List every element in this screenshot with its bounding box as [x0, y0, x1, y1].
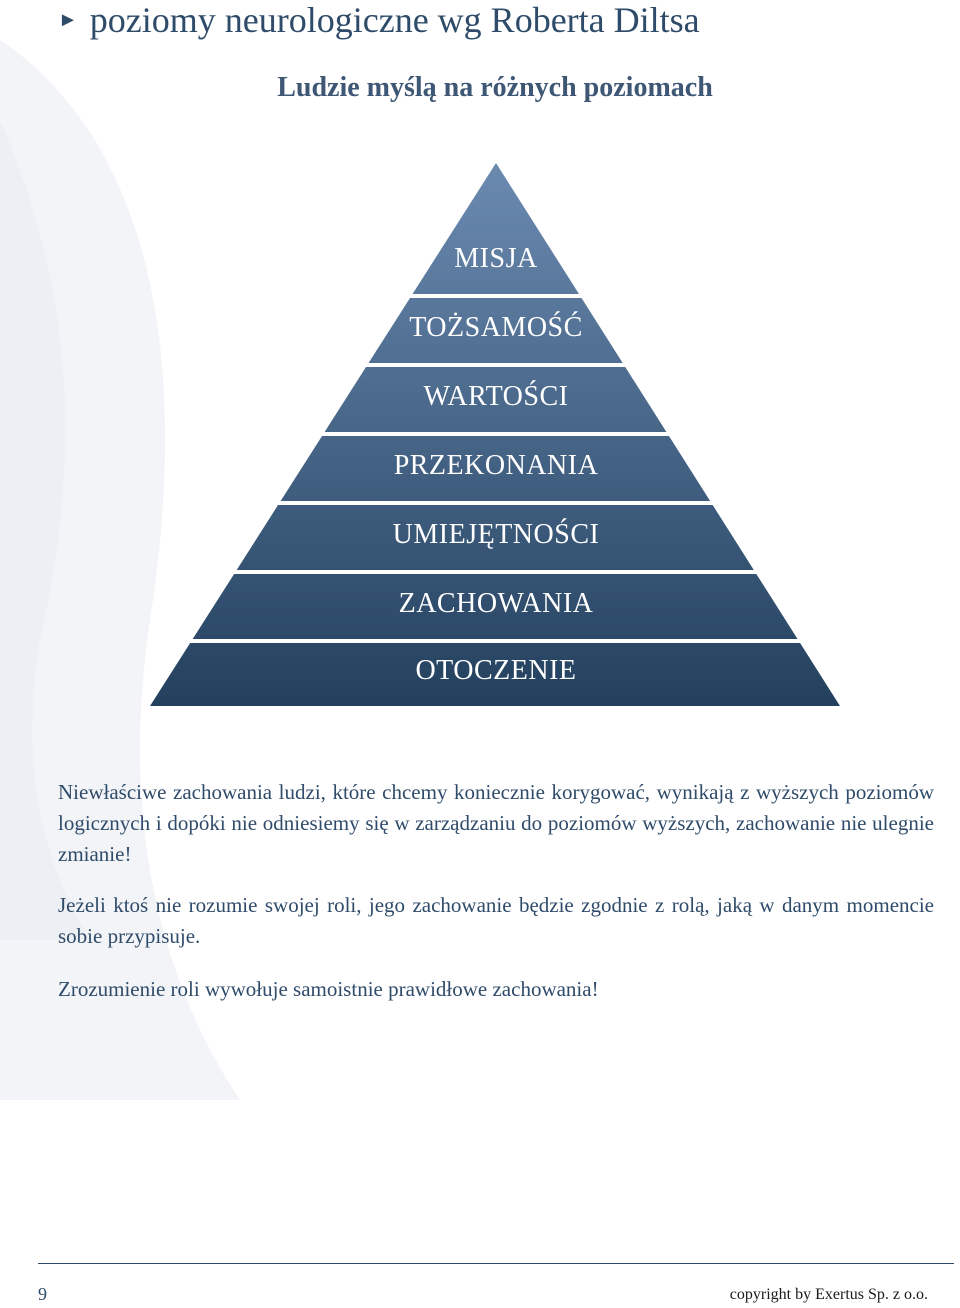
copyright-notice: copyright by Exertus Sp. z o.o. [729, 1286, 928, 1303]
paragraph-3: Zrozumienie roli wywołuje samoistnie prawidłowe zachowania! [58, 977, 599, 1001]
pyramid-level-tozsamosc: TOŻSAMOŚĆ [409, 312, 583, 343]
page-header [58, 0, 700, 40]
bullet-arrow-icon: ► [58, 9, 78, 31]
paragraph-1: Niewłaściwe zachowania ludzi, które chcemy koniecznie korygować, wynikają z wyższych poziomów logicznych i dopóki nie odniesiemy się w zarządzaniu do poziomów wyższych, zachowanie nie ulegnie zmianie! [58, 780, 934, 866]
subtitle: Ludzie myślą na różnych poziomach [277, 72, 713, 103]
pyramid-level-umiejetnosci: UMIEJĘTNOŚCI [392, 519, 600, 550]
pyramid-level-zachowania: ZACHOWANIA [398, 588, 594, 619]
paragraph-2: Jeżeli ktoś nie rozumie swojej roli, jego zachowanie będzie zgodnie z rolą, jaką w danym momencie sobie przypisuje. [58, 893, 934, 948]
page-number: 9 [38, 1284, 47, 1304]
page-title: poziomy neurologiczne wg Roberta Diltsa [89, 0, 700, 40]
pyramid-level-przekonania: PRZEKONANIA [393, 450, 599, 481]
footer-divider [38, 1263, 954, 1264]
pyramid-level-wartosci: WARTOŚCI [423, 381, 569, 412]
pyramid-level-misja: MISJA [454, 243, 538, 274]
pyramid-level-otoczenie: OTOCZENIE [415, 655, 577, 686]
